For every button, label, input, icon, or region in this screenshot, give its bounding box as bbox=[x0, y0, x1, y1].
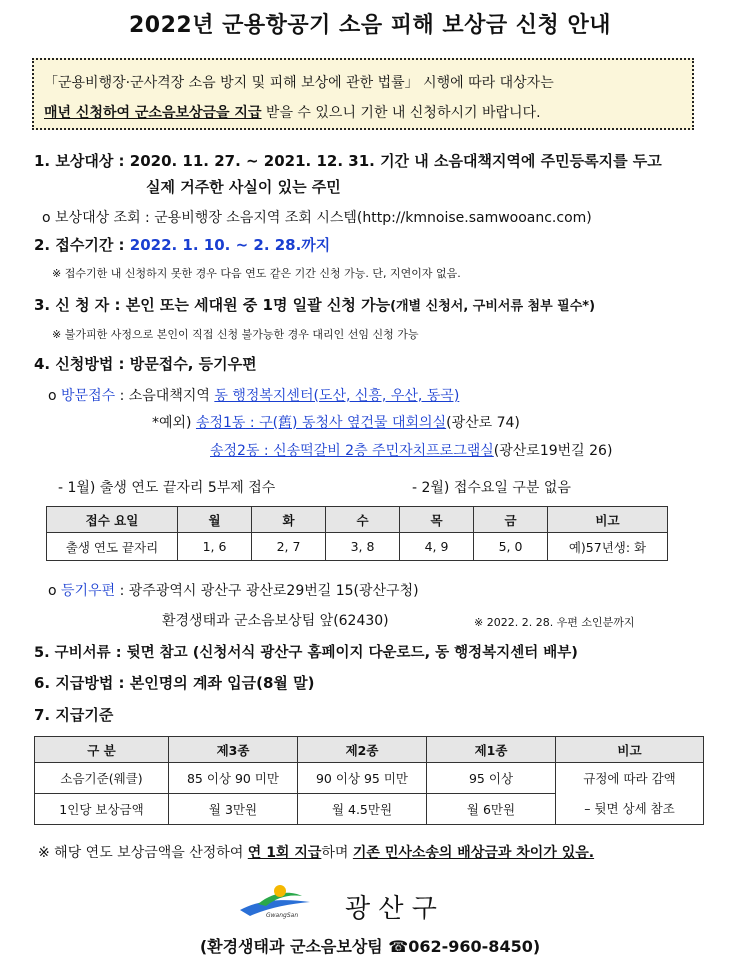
section-1-heading: 1. 보상대상 : 2020. 11. 27. ~ 2021. 12. 31. 기간 내 소음대책지역에 주민등록지를 두고 bbox=[34, 152, 662, 170]
table-header-cell: 비고 bbox=[548, 507, 668, 533]
table-cell: 1, 6 bbox=[178, 533, 252, 561]
table-cell: 4, 9 bbox=[400, 533, 474, 561]
table-header-cell: 화 bbox=[252, 507, 326, 533]
table-cell: 90 이상 95 미만 bbox=[298, 763, 427, 794]
table-header-cell: 금 bbox=[474, 507, 548, 533]
table-cell: 3, 8 bbox=[326, 533, 400, 561]
table-cell: 월 3만원 bbox=[169, 794, 298, 825]
exception-2-place: : 신송떡갈비 2층 주민자치프로그램실 bbox=[259, 443, 494, 459]
exception-2 bbox=[210, 440, 612, 460]
section-3-paren: (개별 신청서, 구비서류 첨부 필수*) bbox=[390, 299, 596, 314]
table-cell: 5, 0 bbox=[474, 533, 548, 561]
exception-1 bbox=[152, 412, 520, 432]
table-cell: 85 이상 90 미만 bbox=[169, 763, 298, 794]
exception-1-place: : 구(舊) 동청사 옆건물 대회의실 bbox=[245, 415, 447, 431]
section-2-heading bbox=[34, 234, 330, 255]
exception-2-name: 송정2동 bbox=[210, 443, 260, 459]
table-header-cell: 비고 bbox=[556, 737, 704, 763]
page-title: 2022년 군용항공기 소음 피해 보상금 신청 안내 bbox=[129, 13, 611, 38]
section-3-note: ※ 불가피한 사정으로 본인이 직접 신청 불가능한 경우 대리인 선임 신청 가능 bbox=[52, 328, 419, 341]
table-cell: 소음기준(웨클) bbox=[35, 763, 169, 794]
remark-line-2: – 뒷면 상세 참조 bbox=[584, 800, 675, 816]
footnote-d: 기존 민사소송의 배상금과 차이가 있음. bbox=[352, 845, 595, 861]
table-header-cell: 목 bbox=[400, 507, 474, 533]
section-7-heading: 7. 지급기준 bbox=[34, 706, 114, 724]
remark-line-1: 규정에 따라 감액 bbox=[583, 770, 676, 786]
january-rule: - 1월) 출생 연도 끝자리 5부제 접수 bbox=[58, 480, 276, 496]
section-3-head: 3. 신 청 자 : 본인 또는 세대원 중 1명 일괄 신청 가능 bbox=[34, 296, 391, 314]
notice-highlight: 매년 신청하여 군소음보상금을 지급 bbox=[44, 105, 262, 121]
table-header-cell: 구 분 bbox=[35, 737, 169, 763]
notice-line-1: 「군용비행장·군사격장 소음 방지 및 피해 보상에 관한 법률」 시행에 따라 대상자는 bbox=[44, 75, 554, 91]
exception-1-name: 송정1동 bbox=[195, 415, 246, 431]
reception-day-table bbox=[46, 506, 668, 561]
visit-line bbox=[48, 385, 459, 405]
table-header-cell: 제1종 bbox=[427, 737, 556, 763]
table-cell: 1인당 보상금액 bbox=[35, 794, 169, 825]
section-5-heading: 5. 구비서류 : 뒷면 참고 (신청서식 광산구 홈페이지 다운로드, 동 행정복지센터 배부) bbox=[34, 645, 578, 661]
exception-2-addr: (광산로19번길 26) bbox=[493, 443, 613, 459]
table-cell: 출생 연도 끝자리 bbox=[47, 533, 178, 561]
section-3-heading bbox=[34, 294, 595, 315]
mail-prefix: o bbox=[48, 583, 62, 599]
contact-line: (환경생태과 군소음보상팀 ☎062-960-8450) bbox=[199, 937, 541, 956]
visit-label: 방문접수 bbox=[61, 388, 116, 404]
remark-cell bbox=[556, 763, 704, 825]
exception-1-addr: (광산로 74) bbox=[446, 415, 520, 431]
footnote-b: 연 1회 지급 bbox=[247, 845, 322, 861]
footnote bbox=[38, 842, 594, 862]
section-1-lookup: o 보상대상 조회 : 군용비행장 소음지역 조회 시스템(http://kmnoise.samwooanc.com) bbox=[42, 210, 592, 226]
mail-note: ※ 2022. 2. 28. 우편 소인분까지 bbox=[474, 616, 635, 629]
mail-team: 환경생태과 군소음보상팀 앞(62430) bbox=[162, 613, 389, 629]
table-cell: 월 4.5만원 bbox=[298, 794, 427, 825]
table-cell: 2, 7 bbox=[252, 533, 326, 561]
table-header-cell: 제3종 bbox=[169, 737, 298, 763]
exception-prefix: *예외) bbox=[152, 415, 196, 431]
table-cell: 예)57년생: 화 bbox=[548, 533, 668, 561]
notice-line-2 bbox=[44, 102, 541, 122]
gwangsan-logo-icon bbox=[236, 882, 326, 926]
payment-standard-table bbox=[34, 736, 704, 825]
visit-center: 동 행정복지센터(도산, 신흥, 우산, 동곡) bbox=[214, 388, 460, 404]
section-2-label: 2. 접수기간 : bbox=[34, 236, 130, 254]
table-cell: 95 이상 bbox=[427, 763, 556, 794]
visit-mid: : 소음대책지역 bbox=[115, 388, 215, 404]
footnote-a: ※ 해당 연도 보상금액을 산정하여 bbox=[38, 845, 248, 861]
table-header-cell: 월 bbox=[178, 507, 252, 533]
table-header-cell: 접수 요일 bbox=[47, 507, 178, 533]
logo-wordmark: GwangSan bbox=[266, 912, 299, 919]
mail-line bbox=[48, 580, 419, 600]
table-cell: 월 6만원 bbox=[427, 794, 556, 825]
section-2-note: ※ 접수기한 내 신청하지 못한 경우 다음 연도 같은 기간 신청 가능. 단, 지연이자 없음. bbox=[52, 267, 461, 280]
february-rule: - 2월) 접수요일 구분 없음 bbox=[412, 480, 571, 496]
section-6-heading: 6. 지급방법 : 본인명의 계좌 입금(8월 말) bbox=[34, 674, 315, 692]
section-2-period: 2022. 1. 10. ~ 2. 28.까지 bbox=[129, 236, 331, 254]
footnote-c: 하며 bbox=[321, 845, 353, 861]
visit-prefix: o bbox=[48, 388, 62, 404]
table-header-cell: 제2종 bbox=[298, 737, 427, 763]
table-header-cell: 수 bbox=[326, 507, 400, 533]
mail-label: 등기우편 bbox=[61, 583, 116, 599]
mail-address: : 광주광역시 광산구 광산로29번길 15(광산구청) bbox=[115, 583, 419, 599]
section-1-heading-cont: 실제 거주한 사실이 있는 주민 bbox=[146, 178, 341, 196]
notice-box bbox=[32, 58, 694, 130]
section-4-heading: 4. 신청방법 : 방문접수, 등기우편 bbox=[34, 355, 257, 373]
organization-name: 광 산 구 bbox=[345, 894, 437, 924]
notice-line-2-rest: 받을 수 있으니 기한 내 신청하시기 바랍니다. bbox=[261, 105, 541, 121]
